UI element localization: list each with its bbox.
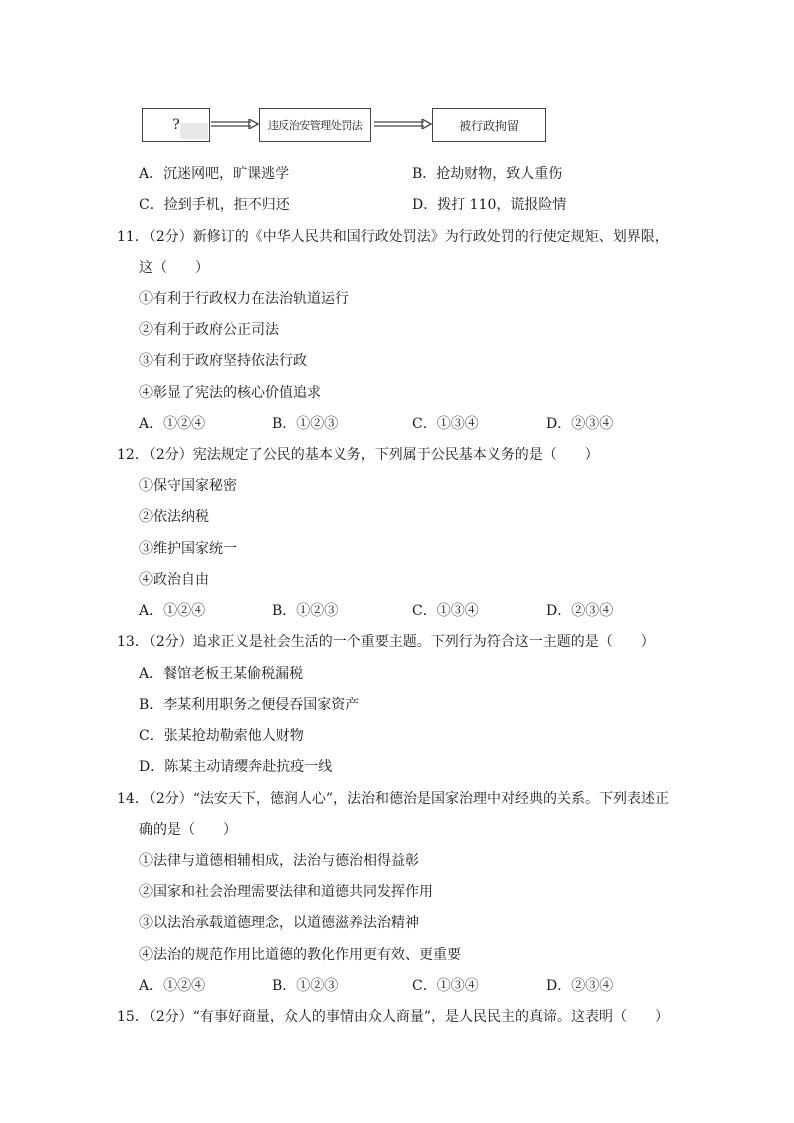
diagram-box-unknown-label: ? — [172, 117, 180, 133]
q10-option-c: C．捡到手机，拒不归还 — [139, 197, 290, 213]
q11-option-b: B．①②③ — [272, 416, 339, 432]
q14-item-1: ①法律与道德相辅相成，法治与德治相得益彰 — [139, 853, 419, 869]
q13-option-b: B．李某利用职务之便侵吞国家资产 — [139, 697, 360, 713]
q10-option-b: B．抢劫财物，致人重伤 — [412, 166, 563, 182]
q14-stem-line2: 确的是（ ） — [139, 822, 237, 838]
q12-item-2: ②依法纳税 — [139, 509, 209, 525]
q11-item-3: ③有利于政府坚持依法行政 — [139, 353, 307, 369]
q11-stem-line1: 11．（2分）新修订的《中华人民共和国行政处罚法》为行政处罚的行使定规矩、划界限， — [117, 229, 669, 245]
q11-option-d: D．②③④ — [546, 416, 614, 432]
diagram-box-law — [259, 108, 371, 142]
q15-stem: 15．（2分）“有事好商量，众人的事情由众人商量”，是人民民主的真谛。这表明（ ） — [117, 1009, 670, 1025]
q12-stem: 12．（2分）宪法规定了公民的基本义务，下列属于公民基本义务的是（ ） — [117, 447, 599, 463]
q13-option-a: A．餐馆老板王某偷税漏税 — [139, 666, 304, 682]
q12-option-c: C．①③④ — [412, 603, 479, 619]
diagram-shade — [180, 123, 208, 139]
q14-stem-line1: 14．（2分）“法安天下，德润人心”，法治和德治是国家治理中对经典的关系。下列表述正 — [117, 791, 670, 807]
q14-option-d: D．②③④ — [546, 978, 614, 994]
diagram-box-detention-label: 被行政拘留 — [458, 118, 519, 133]
q12-option-b: B．①②③ — [272, 603, 339, 619]
double-arrow-icon — [372, 119, 432, 129]
q12-option-a: A．①②④ — [139, 603, 206, 619]
q14-option-a: A．①②④ — [139, 978, 206, 994]
q14-option-b: B．①②③ — [272, 978, 339, 994]
q13-stem: 13．（2分）追求正义是社会生活的一个重要主题。下列行为符合这一主题的是（ ） — [117, 634, 655, 650]
q12-item-3: ③维护国家统一 — [139, 541, 237, 557]
flow-diagram — [140, 104, 560, 148]
q12-item-1: ①保守国家秘密 — [139, 478, 237, 494]
q11-stem-line2: 这（ ） — [139, 260, 209, 276]
q12-option-d: D．②③④ — [546, 603, 614, 619]
q14-option-c: C．①③④ — [412, 978, 479, 994]
q13-option-d: D．陈某主动请缨奔赴抗疫一线 — [139, 759, 333, 775]
q11-option-c: C．①③④ — [412, 416, 479, 432]
q11-option-a: A．①②④ — [139, 416, 206, 432]
q10-option-a: A．沉迷网吧，旷课逃学 — [139, 166, 290, 182]
q11-item-1: ①有利于行政权力在法治轨道运行 — [139, 291, 349, 307]
q11-item-4: ④彰显了宪法的核心价值追求 — [139, 385, 321, 401]
q14-item-3: ③以法治承载道德理念，以道德滋养法治精神 — [139, 915, 419, 931]
double-arrow-icon — [211, 119, 259, 129]
q10-option-d: D．拨打 110，谎报险情 — [412, 197, 567, 213]
q13-option-c: C．张某抢劫勒索他人财物 — [139, 728, 304, 744]
q14-item-4: ④法治的规范作用比道德的教化作用更有效、更重要 — [139, 947, 461, 963]
q14-item-2: ②国家和社会治理需要法律和道德共同发挥作用 — [139, 884, 433, 900]
diagram-box-detention — [432, 108, 546, 142]
diagram-box-law-label: 违反治安管理处罚法 — [267, 119, 363, 132]
q12-item-4: ④政治自由 — [139, 572, 209, 588]
q11-item-2: ②有利于政府公正司法 — [139, 322, 279, 338]
